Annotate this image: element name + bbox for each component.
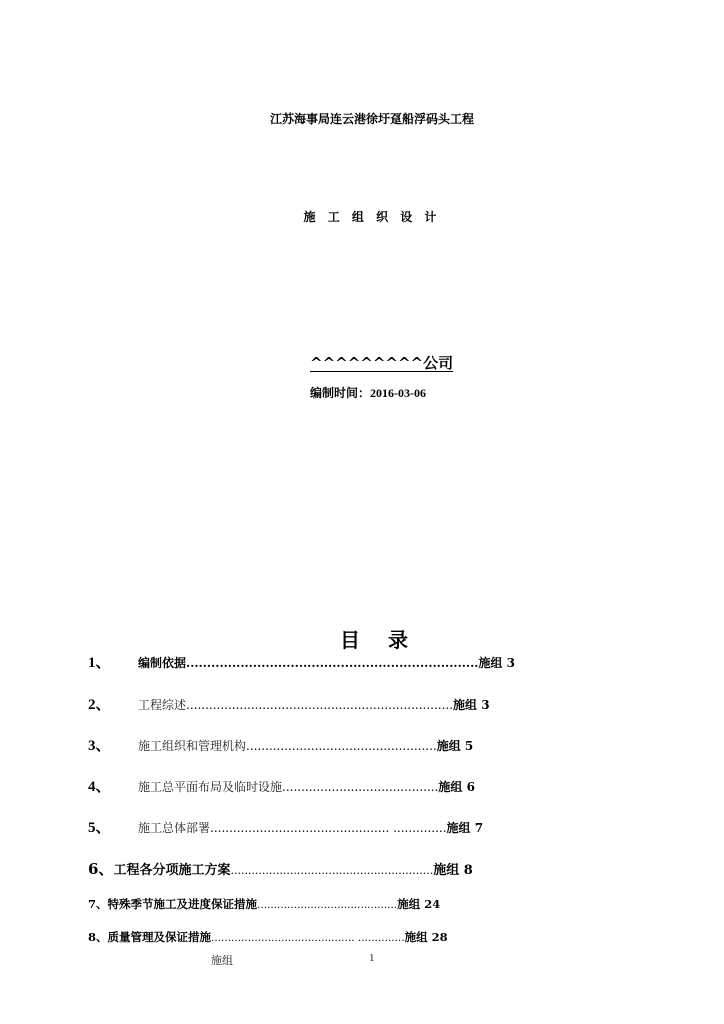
toc-item-label: 施工总体部署: [138, 821, 211, 835]
compile-date-label: 编制时间：: [310, 386, 371, 400]
toc-item-page: 施组 8: [433, 863, 473, 878]
compile-date: [310, 384, 426, 401]
toc-item-text: [138, 737, 473, 754]
toc-item-number: 8、: [88, 930, 108, 944]
toc-item-label: 编制依据: [138, 656, 187, 670]
compile-date-value: 2016-03-06: [370, 386, 427, 400]
toc-item-number: 6、: [88, 860, 114, 878]
toc-item-dots: ......................................................................: [186, 698, 454, 712]
toc-heading-char-1: 目: [340, 628, 360, 652]
toc-item-dots: .........................................: [282, 780, 439, 794]
toc-heading: [340, 624, 408, 653]
toc-item-page: 施组 6: [438, 780, 475, 794]
toc-item-text: [138, 654, 515, 671]
toc-item-dots: ..........................................: [257, 899, 398, 911]
toc-item-6[interactable]: [88, 858, 473, 879]
footer-label: 施组: [211, 954, 233, 967]
toc-item-label: 施工组织和管理机构: [138, 739, 247, 753]
toc-item-number: 2、: [88, 697, 111, 713]
toc-item-8[interactable]: [88, 929, 448, 945]
toc-item-page: 施组 5: [436, 739, 474, 753]
toc-item-page: 施组 28: [404, 930, 448, 944]
toc-item-dots: ........................................... ..............: [211, 932, 405, 944]
toc-item-dots: ......................................................................: [186, 656, 479, 670]
toc-item-number: 4、: [88, 779, 111, 795]
toc-item-number: 5、: [88, 820, 111, 836]
toc-heading-char-2: 录: [388, 628, 408, 652]
toc-item-text: [138, 778, 475, 795]
toc-item-label: 特殊季节施工及进度保证措施: [107, 897, 258, 911]
toc-item-dots: ..................................................: [246, 739, 437, 753]
toc-item-page: 施组 7: [446, 821, 484, 835]
toc-item-label: 质量管理及保证措施: [107, 930, 212, 944]
toc-item-page: 施组 3: [453, 698, 490, 712]
footer-page-number: 1: [369, 952, 375, 964]
toc-item-dots: ..........................................................: [230, 864, 434, 877]
company-name: ^^^^^^^^^公司: [310, 354, 454, 372]
toc-item-label: 工程综述: [138, 698, 187, 712]
toc-item-label: 工程各分项施工方案: [113, 863, 231, 878]
toc-item-number: 3、: [88, 738, 111, 754]
toc-item-text: [138, 696, 490, 713]
toc-item-number: 1、: [88, 655, 111, 671]
document-type-title: 施 工 组 织 设 计: [303, 210, 441, 224]
toc-item-7[interactable]: [88, 896, 440, 912]
project-title: 江苏海事局连云港徐圩趸船浮码头工程: [269, 112, 474, 126]
toc-item-label: 施工总平面布局及临时设施: [138, 780, 283, 794]
toc-item-page: 施组 3: [478, 656, 515, 670]
toc-item-number: 7、: [88, 897, 108, 911]
toc-item-text: [138, 819, 483, 836]
toc-item-page: 施组 24: [397, 897, 441, 911]
toc-item-dots: ............................................... ..............: [210, 821, 447, 835]
